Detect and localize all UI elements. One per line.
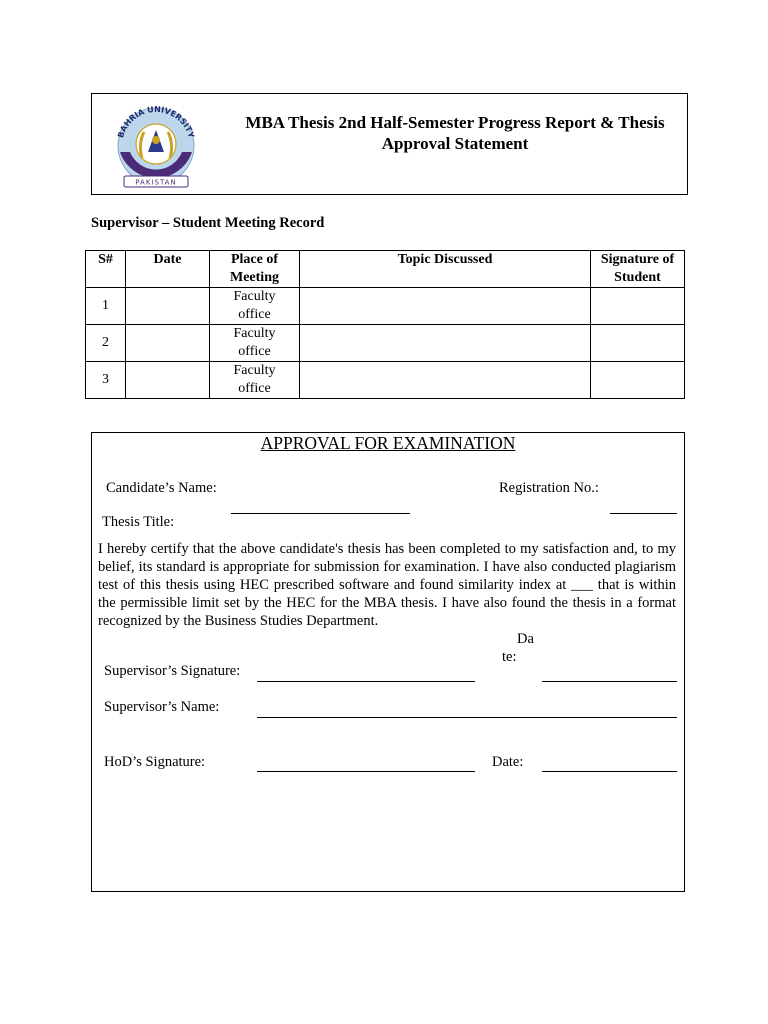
- col-header-place-line1: Place of: [230, 252, 279, 267]
- supervisor-date-line[interactable]: [542, 681, 677, 682]
- approval-title: APPROVAL FOR EXAMINATION: [260, 433, 516, 453]
- candidate-name-line[interactable]: [231, 513, 410, 514]
- row-date[interactable]: [126, 325, 210, 362]
- hod-date-line[interactable]: [542, 771, 677, 772]
- document-title-line2: Approval Statement: [381, 134, 529, 153]
- col-header-place-line2: Meeting: [230, 270, 279, 285]
- hod-date-label: Date:: [492, 754, 524, 770]
- approval-box: [91, 432, 685, 892]
- row-date[interactable]: [126, 362, 210, 399]
- meeting-record-heading: Supervisor – Student Meeting Record: [91, 215, 325, 231]
- table-header-row: [86, 251, 685, 288]
- table-row: [86, 325, 685, 362]
- table-row: [86, 288, 685, 325]
- row-place-line2: office: [238, 307, 271, 322]
- logo-arc-text: BAHRIA UNIVERSITY: [116, 104, 196, 139]
- row-place: [210, 325, 300, 362]
- row-signature[interactable]: [591, 362, 685, 399]
- document-title: [225, 112, 685, 154]
- col-header-signature-line2: Student: [614, 270, 661, 285]
- document-title-line1: MBA Thesis 2nd Half-Semester Progress Report & Thesis: [245, 113, 665, 132]
- supervisor-name-label: Supervisor’s Name:: [104, 699, 220, 715]
- table-row: [86, 362, 685, 399]
- date-label-part2: te:: [502, 649, 517, 665]
- col-header-signature-line1: Signature of: [600, 252, 675, 267]
- row-date[interactable]: [126, 288, 210, 325]
- row-place: [210, 288, 300, 325]
- supervisor-signature-label: Supervisor’s Signature:: [104, 663, 241, 679]
- row-sn: 1: [86, 288, 126, 325]
- row-place-line2: office: [238, 344, 271, 359]
- row-sn: 2: [86, 325, 126, 362]
- row-place: [210, 362, 300, 399]
- university-logo: [110, 100, 202, 192]
- col-header-date: Date: [126, 251, 210, 288]
- row-sn: 3: [86, 362, 126, 399]
- row-signature[interactable]: [591, 288, 685, 325]
- meeting-record-table: [85, 250, 685, 399]
- col-header-place: [210, 251, 300, 288]
- supervisor-signature-line[interactable]: [257, 681, 475, 682]
- certification-text: I hereby certify that the above candidate's thesis has been completed to my satisfaction and, to my belief, its standard is appropriate for submission for examination. I have also conducted plagiarism test of this thesis using HEC prescribed software and found similarity index at ___ that is within the permissible limit set by the HEC for the MBA thesis. I have also found the thesis in a format recognized by the Business Studies Department.: [98, 541, 676, 629]
- date-label-part1: Da: [517, 631, 534, 647]
- hod-signature-label: HoD’s Signature:: [104, 754, 206, 770]
- row-signature[interactable]: [591, 325, 685, 362]
- col-header-signature: [591, 251, 685, 288]
- registration-line[interactable]: [610, 513, 677, 514]
- candidate-name-label: Candidate’s Name:: [106, 480, 217, 496]
- row-topic[interactable]: [300, 362, 591, 399]
- row-topic[interactable]: [300, 325, 591, 362]
- row-topic[interactable]: [300, 288, 591, 325]
- row-place-line1: Faculty: [233, 289, 276, 304]
- row-place-line1: Faculty: [233, 326, 276, 341]
- registration-label: Registration No.:: [499, 480, 599, 496]
- logo-banner-text: PAKISTAN: [135, 178, 177, 187]
- col-header-sn: S#: [86, 251, 126, 288]
- supervisor-name-line[interactable]: [257, 717, 677, 718]
- row-place-line1: Faculty: [233, 363, 276, 378]
- col-header-topic: Topic Discussed: [300, 251, 591, 288]
- thesis-title-label: Thesis Title:: [102, 514, 175, 530]
- hod-signature-line[interactable]: [257, 771, 475, 772]
- row-place-line2: office: [238, 381, 271, 396]
